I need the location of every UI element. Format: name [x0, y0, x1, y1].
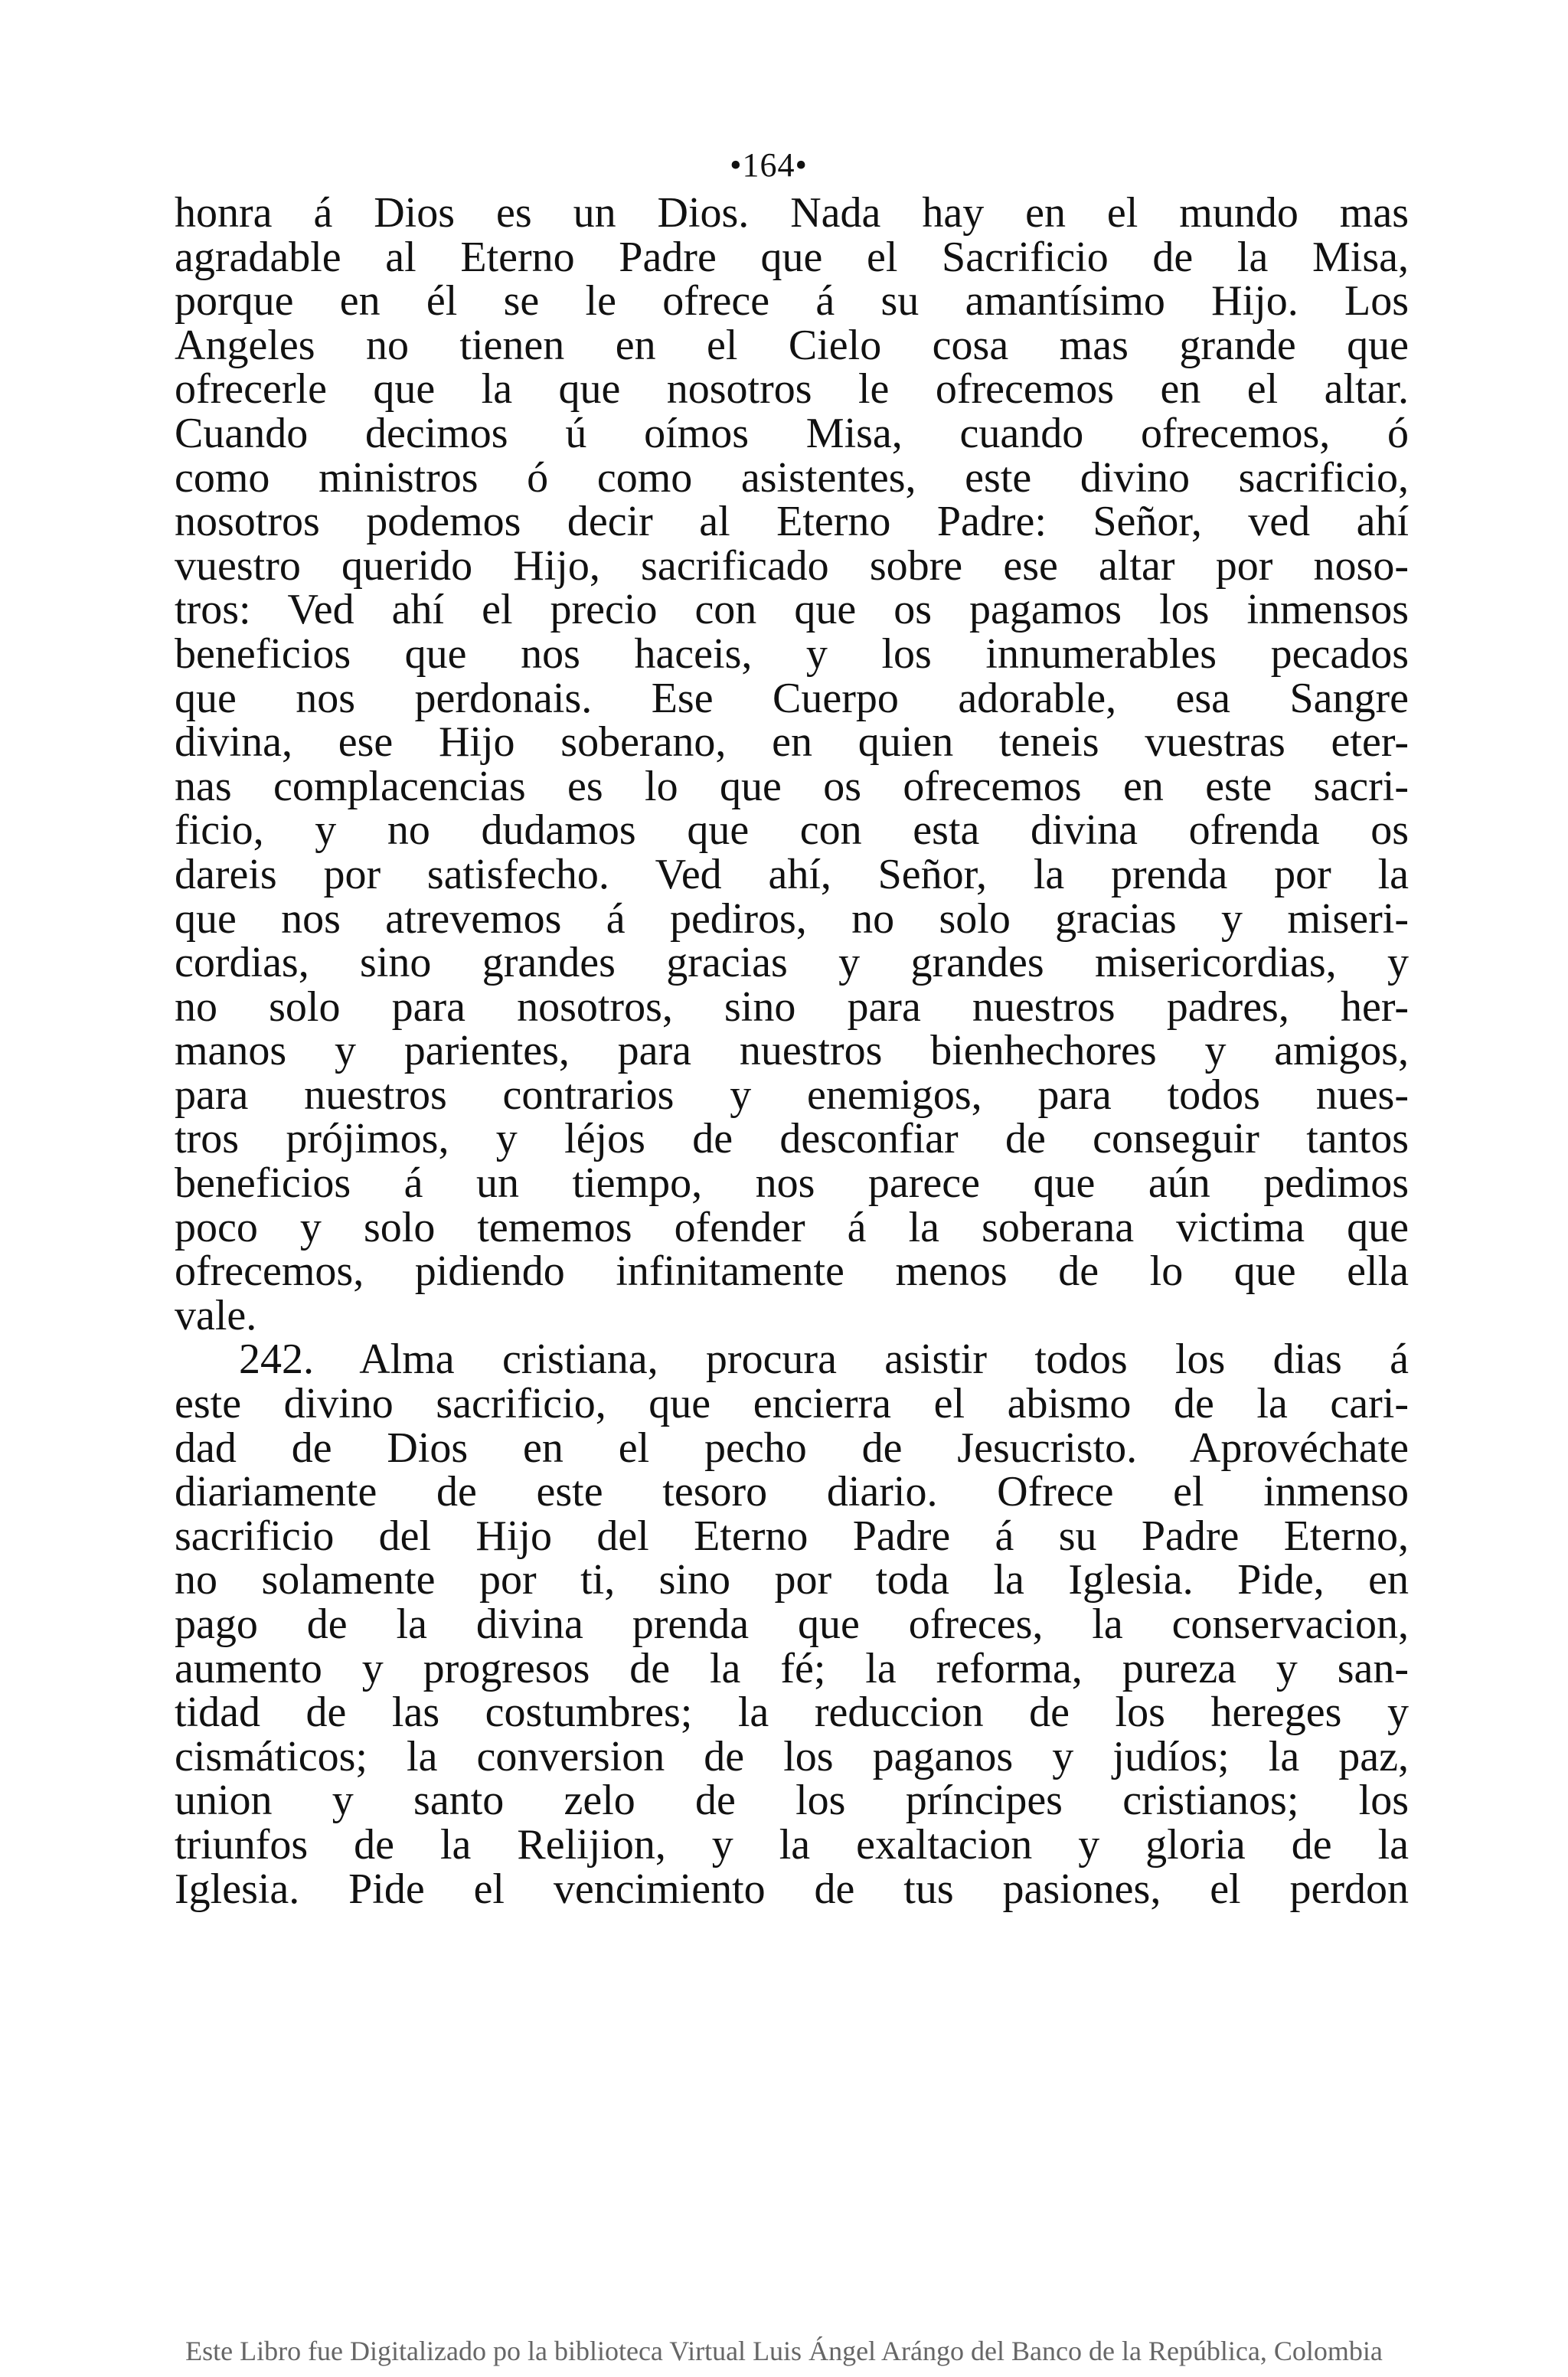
text-line: diariamente de este tesoro diario. Ofrece el inmenso	[175, 1468, 1409, 1516]
text-line: ficio, y no dudamos que con esta divina ofrenda os	[175, 806, 1409, 855]
text-line: Iglesia. Pide el vencimiento de tus pasiones, el perdon	[175, 1865, 1409, 1913]
text-line: aumento y progresos de la fé; la reforma, pureza y san-	[175, 1644, 1409, 1692]
text-line: que nos atrevemos á pediros, no solo gracias y miseri-	[175, 894, 1409, 943]
text-line: nas complacencias es lo que os ofrecemos en este sacri-	[175, 762, 1409, 810]
text-line: agradable al Eterno Padre que el Sacrificio de la Misa,	[175, 233, 1409, 281]
text-line: ofrecerle que la que nosotros le ofrecemos en el altar.	[175, 365, 1409, 414]
text-line: union y santo zelo de los príncipes cristianos; los	[175, 1777, 1409, 1825]
text-line: Cuando decimos ú oímos Misa, cuando ofrecemos, ó	[175, 409, 1409, 457]
text-line: manos y parientes, para nuestros bienhechores y amigos,	[175, 1027, 1409, 1075]
text-line: tros: Ved ahí el precio con que os pagamos los inmensos	[175, 586, 1409, 634]
text-line: vale.	[175, 1291, 257, 1339]
text-line: poco y solo tememos ofender á la soberana victima que	[175, 1203, 1409, 1251]
text-line: sacrificio del Hijo del Eterno Padre á su Padre Eterno,	[175, 1512, 1409, 1560]
text-line: para nuestros contrarios y enemigos, para todos nues-	[175, 1071, 1409, 1119]
text-line: tros prójimos, y léjos de desconfiar de conseguir tantos	[175, 1115, 1409, 1163]
text-line: beneficios que nos haceis, y los innumerables pecados	[175, 629, 1409, 678]
text-line: que nos perdonais. Ese Cuerpo adorable, esa Sangre	[175, 674, 1409, 722]
text-line: vuestro querido Hijo, sacrificado sobre ese altar por noso-	[175, 541, 1409, 590]
text-line: tidad de las costumbres; la reduccion de los hereges y	[175, 1689, 1409, 1737]
text-line: triunfos de la Relijion, y la exaltacion y gloria de la	[175, 1820, 1409, 1869]
text-line: este divino sacrificio, que encierra el abismo de la cari-	[175, 1380, 1409, 1428]
text-line: beneficios á un tiempo, nos parece que aún pedimos	[175, 1159, 1409, 1208]
paragraph-start-line: 242. Alma cristiana, procura asistir todos los dias á	[239, 1336, 1409, 1384]
page-number: •164•	[730, 146, 808, 184]
text-line: honra á Dios es un Dios. Nada hay en el mundo mas	[175, 189, 1409, 237]
text-line: dareis por satisfecho. Ved ahí, Señor, la prenda por la	[175, 850, 1409, 898]
text-line: cordias, sino grandes gracias y grandes misericordias, y	[175, 939, 1409, 987]
text-line: dad de Dios en el pecho de Jesucristo. Aprovéchate	[175, 1424, 1409, 1472]
text-line: porque en él se le ofrece á su amantísimo Hijo. Los	[175, 277, 1409, 325]
text-line: Angeles no tienen en el Cielo cosa mas grande que	[175, 321, 1409, 369]
text-line: nosotros podemos decir al Eterno Padre: Señor, ved ahí	[175, 498, 1409, 546]
text-line: divina, ese Hijo soberano, en quien teneis vuestras eter-	[175, 718, 1409, 767]
body-text	[175, 191, 1409, 1911]
text-line: pago de la divina prenda que ofreces, la conservacion,	[175, 1600, 1409, 1648]
text-line: no solamente por ti, sino por toda la Iglesia. Pide, en	[175, 1556, 1409, 1604]
text-line: no solo para nosotros, sino para nuestros padres, her-	[175, 983, 1409, 1031]
text-line: como ministros ó como asistentes, este divino sacrificio,	[175, 453, 1409, 502]
text-line: cismáticos; la conversion de los paganos y judíos; la paz,	[175, 1732, 1409, 1780]
text-line: ofrecemos, pidiendo infinitamente menos de lo que ella	[175, 1247, 1409, 1296]
digitization-footer: Este Libro fue Digitalizado po la biblioteca Virtual Luis Ángel Arángo del Banco de la República, Colombia	[185, 2336, 1383, 2366]
